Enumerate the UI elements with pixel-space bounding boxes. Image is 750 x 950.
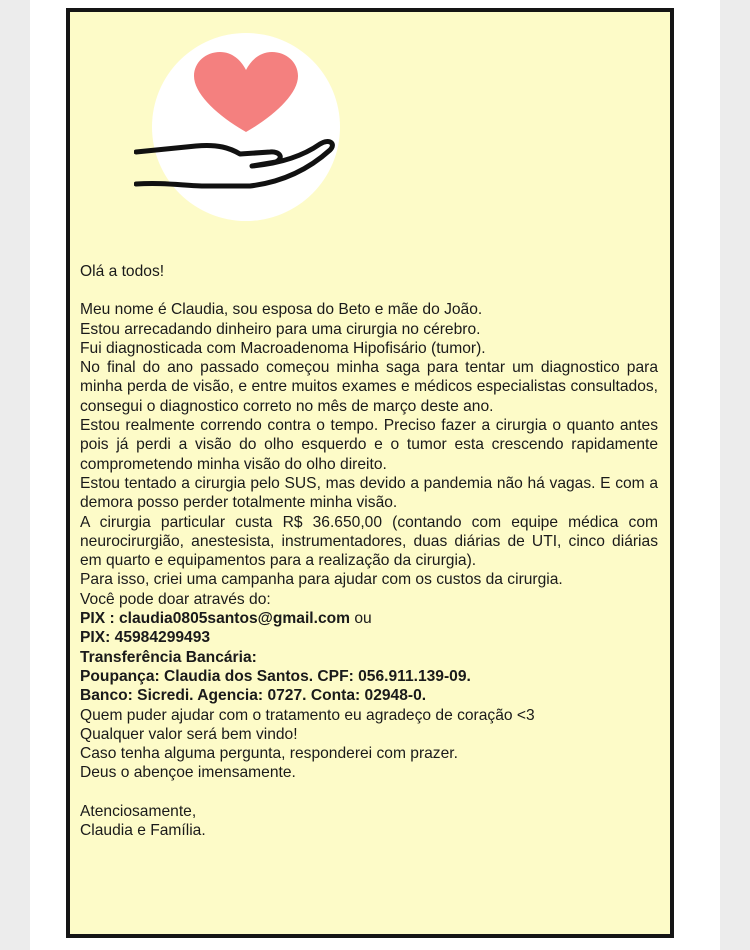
body-paragraph: Estou realmente correndo contra o tempo. Preciso fazer a cirurgia o quanto antes pois já perdi a visão do olho esquerdo e o tumor esta crescendo rapidamente comprometendo minha visão do olho direito. xyxy=(80,417,658,473)
signoff: Atenciosamente, xyxy=(80,802,197,820)
closing-line: Deus o abençoe imensamente. xyxy=(80,764,296,782)
pix-phone: PIX: 45984299493 xyxy=(80,629,211,647)
greeting: Olá a todos! xyxy=(80,263,165,280)
body-line: Fui diagnosticada com Macroadenoma Hipofisário (tumor). xyxy=(80,339,486,357)
closing-line: Qualquer valor será bem vindo! xyxy=(80,725,298,743)
body-line: Para isso, criei uma campanha para ajudar com os custos da cirurgia. xyxy=(80,571,563,589)
body-line: Meu nome é Claudia, sou esposa do Beto e mãe do João. xyxy=(80,301,483,319)
body-paragraph: A cirurgia particular custa R$ 36.650,00 (contando com equipe médica com neurocirurgião, anestesista, instrumentadores, duas diárias de UTI, cinco diárias em quarto e equipamentos para a realização da cirurgia). xyxy=(80,513,658,570)
bank-details: Banco: Sicredi. Agencia: 0727. Conta: 02948-0. xyxy=(80,687,427,705)
heart-in-hand-icon xyxy=(134,32,350,222)
letter-content xyxy=(80,262,658,840)
pix-email-suffix: ou xyxy=(350,610,372,628)
closing-line: Quem puder ajudar com o tratamento eu agradeço de coração <3 xyxy=(80,706,535,724)
body-line: Estou arrecadando dinheiro para uma cirurgia no cérebro. xyxy=(80,320,481,338)
transfer-title: Transferência Bancária: xyxy=(80,648,257,666)
signature: Claudia e Família. xyxy=(80,822,206,840)
body-line: Você pode doar através do: xyxy=(80,590,271,608)
closing-line: Caso tenha alguma pergunta, responderei com prazer. xyxy=(80,745,458,763)
body-paragraph: Estou tentado a cirurgia pelo SUS, mas devido a pandemia não há vagas. E com a demora posso perder totalmente minha visão. xyxy=(80,474,658,512)
pix-email-line xyxy=(80,609,658,628)
body-paragraph: No final do ano passado começou minha saga para tentar um diagnostico para minha perda de visão, e entre muitos exames e médicos especialistas consultados, consegui o diagnostico correto no mês de março deste ano. xyxy=(80,359,658,415)
poupanca-details: Poupança: Claudia dos Santos. CPF: 056.911.139-09. xyxy=(80,667,471,685)
pix-email: PIX : claudia0805santos@gmail.com xyxy=(80,610,351,628)
donation-flyer xyxy=(66,8,674,938)
